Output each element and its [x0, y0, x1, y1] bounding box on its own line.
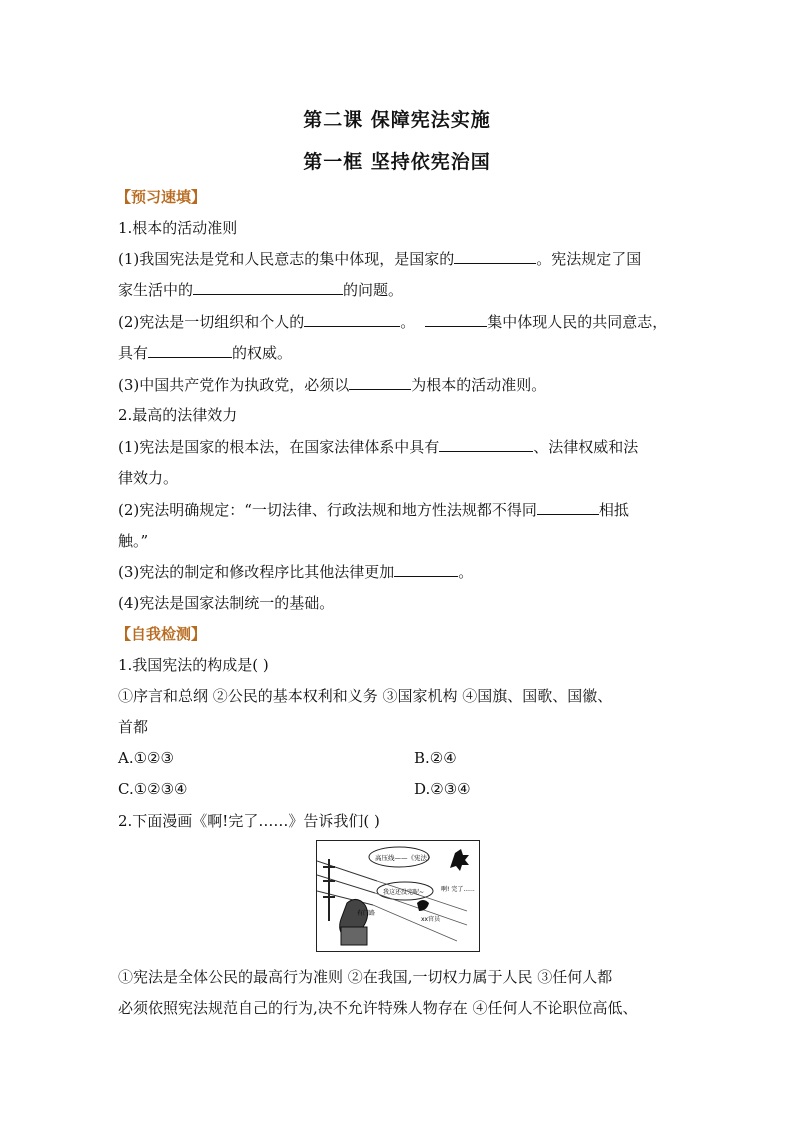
- preview-heading: 【预习速填】: [116, 188, 207, 206]
- section-title: 第一框 坚持依宪治国: [303, 151, 491, 173]
- selfcheck-q1-items-line1: ①序言和总纲 ②公民的基本权利和义务 ③国家机构 ④国旗、国歌、国徽、: [118, 687, 613, 705]
- fill-blank[interactable]: [439, 437, 533, 452]
- fill-blank[interactable]: [425, 312, 487, 327]
- lesson-title: 第二课 保障宪法实施: [303, 109, 491, 131]
- preview-heading-1: 1.根本的活动准则: [118, 219, 238, 237]
- option-b[interactable]: B.②④: [414, 749, 457, 767]
- cartoon-label-2: 我这还没完呢~: [383, 889, 425, 896]
- fill-blank[interactable]: [304, 312, 400, 327]
- preview-p1-line2: 家生活中的 的问题。: [118, 281, 404, 299]
- option-c[interactable]: C.①②③④: [118, 780, 188, 798]
- selfcheck-q2-items-line2: 必须依照宪法规范自己的行为,决不允许特殊人物存在 ④任何人不论职位高低、: [118, 999, 638, 1017]
- fill-blank[interactable]: [394, 562, 458, 577]
- selfcheck-heading: 【自我检测】: [116, 625, 207, 643]
- preview-q2-line2: 触。”: [118, 532, 149, 550]
- preview-q2-line1: (2)宪法明确规定：“一切法律、行政法规和地方性法规都不得同 相抵: [118, 501, 629, 519]
- cartoon-label-1: 高压线——《宪法》: [375, 854, 434, 862]
- preview-p2-line2: 具有 的权威。: [118, 344, 293, 362]
- preview-q1-line1: (1)宪法是国家的根本法，在国家法律体系中具有 、法律权威和法: [118, 438, 639, 456]
- preview-p3: (3)中国共产党作为执政党，必须以 为根本的活动准则。: [118, 376, 547, 394]
- cartoon-label-3: 啊! 完了......: [441, 886, 475, 893]
- cartoon-drawing: [317, 841, 479, 951]
- selfcheck-q1-items-line2: 首都: [118, 718, 149, 736]
- fill-blank[interactable]: [148, 343, 232, 358]
- fill-blank[interactable]: [454, 249, 536, 264]
- option-d[interactable]: D.②③④: [414, 780, 471, 798]
- preview-q1-line2: 律效力。: [118, 469, 179, 487]
- selfcheck-q2-stem: 2.下面漫画《啊!完了……》告诉我们( ): [118, 812, 380, 830]
- preview-q4: (4)宪法是国家法制统一的基础。: [118, 594, 335, 612]
- preview-p1-line1: (1)我国宪法是党和人民意志的集中体现，是国家的 。宪法规定了国: [118, 250, 642, 268]
- cartoon-label-4: xx官员: [421, 916, 441, 923]
- fill-blank[interactable]: [193, 280, 343, 295]
- selfcheck-q2-items-line1: ①宪法是全体公民的最高行为准则 ②在我国,一切权力属于人民 ③任何人都: [118, 968, 613, 986]
- cartoon-image: [316, 840, 480, 952]
- fill-blank[interactable]: [537, 500, 599, 515]
- option-a[interactable]: A.①②③: [118, 749, 174, 767]
- preview-heading-2: 2.最高的法律效力: [118, 406, 238, 424]
- fill-blank[interactable]: [349, 375, 411, 390]
- preview-q3: (3)宪法的制定和修改程序比其他法律更加 。: [118, 563, 474, 581]
- selfcheck-q1-stem: 1.我国宪法的构成是( ): [118, 656, 269, 674]
- preview-p2-line1: (2)宪法是一切组织和个人的 。 集中体现人民的共同意志，: [118, 313, 668, 331]
- cartoon-label-5: 有门路: [357, 910, 376, 917]
